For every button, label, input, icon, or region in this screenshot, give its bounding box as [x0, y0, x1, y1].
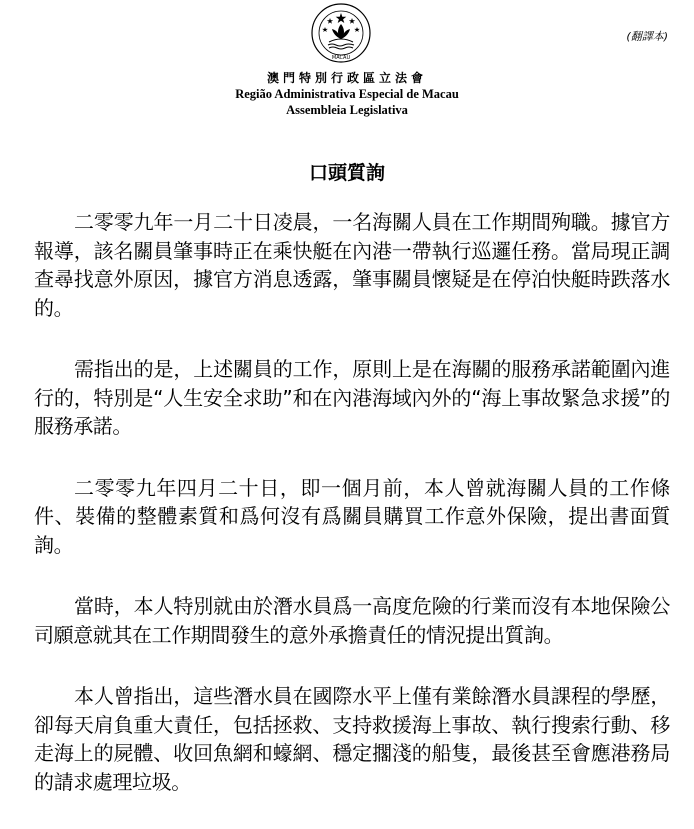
macau-emblem-icon	[310, 2, 372, 64]
paragraph-2: 需指出的是，上述關員的工作，原則上是在海關的服務承諾範圍內進行的，特別是“人生安全求助”和在內港海域內外的“海上事故緊急求援”的服務承諾。	[34, 357, 670, 438]
emblem-text: MACAU	[331, 55, 351, 61]
institution-header	[0, 70, 694, 118]
document-body	[34, 208, 670, 829]
document-title: 口頭質詢	[308, 162, 385, 184]
paragraph-3: 二零零九年四月二十日，即一個月前，本人曾就海關人員的工作條件、裝備的整體素質和爲何沒有爲關員購買工作意外保險，提出書面質詢。	[34, 475, 670, 557]
institution-name-chinese: 澳門特別行政區立法會	[266, 71, 427, 85]
translation-note: (翻譯本)	[626, 30, 668, 43]
institution-name-portuguese-line1: Região Administrativa Especial de Macau	[235, 87, 459, 101]
paragraph-5: 本人曾指出，這些潛水員在國際水平上僅有業餘潛水員課程的學歷，卻每天肩負重大責任，包括拯救、支持救援海上事故、執行搜索行動、移走海上的屍體、收回魚網和蠔網、穩定擱淺的船隻，最後甚至會應港務局的請求處理垃圾。	[34, 684, 670, 794]
paragraph-1: 二零零九年一月二十日凌晨，一名海關人員在工作期間殉職。據官方報導，該名關員肇事時正在乘快艇在內港一帶執行巡邏任務。當局現正調查尋找意外原因，據官方消息透露，肇事關員懷疑是在停泊快艇時跌落水的。	[34, 210, 670, 320]
institution-name-portuguese-line2: Assembleia Legislativa	[286, 103, 408, 117]
paragraph-4: 當時，本人特別就由於潛水員爲一高度危險的行業而沒有本地保險公司願意就其在工作期間發生的意外承擔責任的情況提出質詢。	[34, 594, 670, 647]
